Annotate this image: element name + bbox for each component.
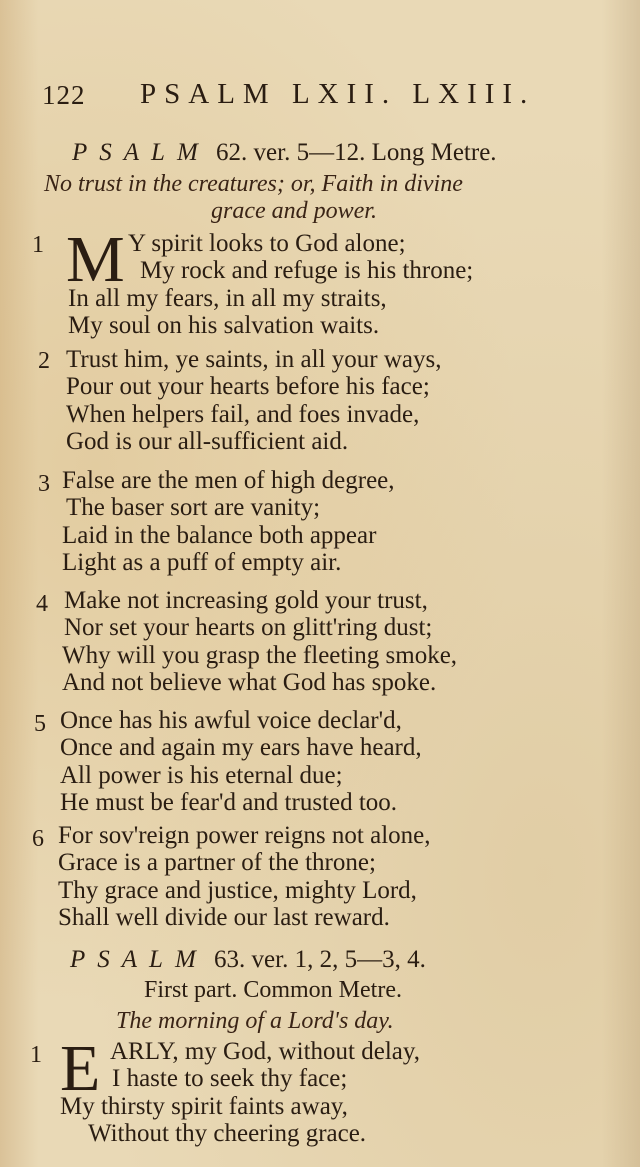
verse-line: Y spirit looks to God alone;: [128, 230, 406, 257]
drop-cap: M: [66, 223, 125, 296]
verse-line: False are the men of high degree,: [62, 467, 395, 494]
verse-line: All power is his eternal due;: [60, 762, 343, 789]
verse-line: ARLY, my God, without delay,: [110, 1038, 420, 1065]
verse-line: Shall well divide our last reward.: [58, 904, 390, 931]
verse-line: My soul on his salvation waits.: [68, 312, 380, 339]
verse-line: In all my fears, in all my straits,: [68, 285, 387, 312]
verse-number: 2: [38, 348, 50, 374]
verse-line: Nor set your hearts on glitt'ring dust;: [64, 614, 433, 641]
running-title: PSALM LXII. LXIII.: [140, 78, 536, 110]
psalm-62-subtitle-line-1: No trust in the creatures; or, Faith in divine: [44, 171, 463, 197]
verse-line: Once and again my ears have heard,: [60, 734, 422, 761]
verse-line: My thirsty spirit faints away,: [60, 1093, 348, 1120]
verse-line: God is our all-sufficient aid.: [66, 428, 349, 455]
verse-line: When helpers fail, and foes invade,: [66, 401, 420, 428]
verse-line: Thy grace and justice, mighty Lord,: [58, 877, 417, 904]
verse-line: I haste to seek thy face;: [112, 1065, 348, 1092]
verse-line: For sov'reign power reigns not alone,: [58, 822, 431, 849]
verse-number: 6: [32, 826, 44, 852]
verse-line: My rock and refuge is his throne;: [140, 257, 474, 284]
verse-line: He must be fear'd and trusted too.: [60, 789, 398, 816]
verse-line: Laid in the balance both appear: [62, 522, 377, 549]
verse-line: The baser sort are vanity;: [66, 494, 321, 521]
psalm-63-part-label: First part. Common Metre.: [144, 977, 402, 1003]
verse-line: Trust him, ye saints, in all your ways,: [66, 346, 442, 373]
verse-line: Why will you grasp the fleeting smoke,: [62, 642, 458, 669]
verse-line: Once has his awful voice declar'd,: [60, 707, 402, 734]
verse-line: Grace is a partner of the throne;: [58, 849, 376, 876]
verse-number: 1: [32, 232, 44, 258]
psalm-63-subtitle: The morning of a Lord's day.: [116, 1008, 394, 1034]
psalm-63-heading-word: PSALM: [70, 946, 208, 973]
running-head: [42, 78, 602, 118]
verse-line: Pour out your hearts before his face;: [66, 373, 430, 400]
verse-number: 4: [36, 591, 48, 617]
verse-line: Without thy cheering grace.: [88, 1120, 367, 1147]
verse-number: 3: [38, 471, 50, 497]
psalm-62-subtitle-line-2: grace and power.: [211, 198, 377, 224]
psalm-63-heading: [70, 946, 426, 974]
verse-number: 5: [34, 711, 46, 737]
page-number: 122: [42, 80, 86, 110]
psalm-62-heading-word: PSALM: [72, 139, 210, 166]
verse-number: 1: [30, 1042, 42, 1068]
verse-line: Make not increasing gold your trust,: [64, 587, 428, 614]
psalm-62-heading-details: 62. ver. 5—12. Long Metre.: [216, 139, 497, 166]
verse-line: Light as a puff of empty air.: [62, 549, 342, 576]
drop-cap: E: [60, 1032, 101, 1105]
verse-line: And not believe what God has spoke.: [62, 669, 437, 696]
psalm-63-heading-details: 63. ver. 1, 2, 5—3, 4.: [214, 946, 426, 973]
psalm-62-heading: [72, 139, 497, 167]
